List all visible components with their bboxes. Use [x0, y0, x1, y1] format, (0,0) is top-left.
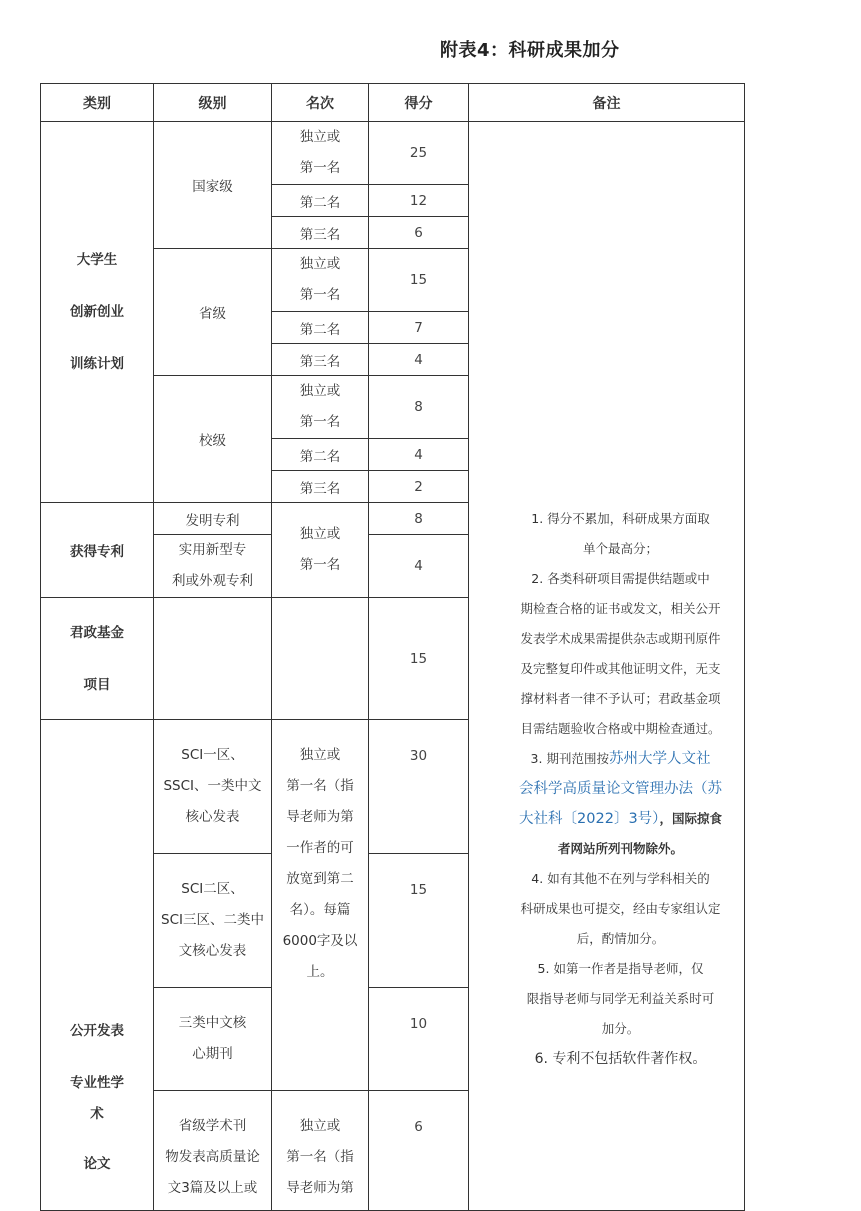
score-value: 2 [369, 471, 469, 503]
score-value: 6 [369, 217, 469, 249]
note-6: 6. 专利不包括软件著作权。 [534, 1051, 707, 1067]
level-empty [154, 598, 272, 720]
rank-third: 第三名 [272, 471, 369, 503]
level-utility-patent: 实用新型专 利或外观专利 [154, 535, 272, 598]
note-4: 4. 如有其他不在列与学科相关的 科研成果也可提交，经由专家组认定 后，酌情加分。 [520, 871, 721, 946]
header-score: 得分 [369, 84, 469, 122]
score-value: 7 [369, 312, 469, 344]
rank-first: 独立或 第一名 [272, 503, 369, 598]
score-table [40, 83, 745, 1211]
level-provincial: 省级 [154, 249, 272, 376]
level-national: 国家级 [154, 122, 272, 249]
note-2: 2. 各类科研项目需提供结题或中 期检查合格的证书或发文，相关公开 发表学术成果需提供杂志或期刊原件 及完整复印件或其他证明文件，无支 撑材料者一律不予认可；君政基金项 目需结题验收合格或中期检查通过。 [520, 571, 721, 736]
category-innovation-training: 大学生 创新创业 训练计划 [41, 122, 154, 503]
score-value: 10 [369, 988, 469, 1091]
rank-first-advisor: 独立或 第一名（指 导老师为第 一作者的可 放宽到第二 名）。每篇 6000字及以 上。 [272, 720, 369, 1091]
level-invention-patent: 发明专利 [154, 503, 272, 535]
score-value: 15 [369, 598, 469, 720]
score-value: 12 [369, 185, 469, 217]
note-3: 3. 期刊范围按苏州大学人文社 会科学高质量论文管理办法（苏 大社科〔2022〕3号），国际掠食 者网站所列刊物除外。 [519, 751, 722, 856]
level-sci-2: SCI二区、 SCI三区、二类中 文核心发表 [154, 854, 272, 988]
header-rank: 名次 [272, 84, 369, 122]
table-row [41, 122, 745, 185]
category-patent: 获得专利 [41, 503, 154, 598]
rank-third: 第三名 [272, 217, 369, 249]
rank-empty [272, 598, 369, 720]
rank-first: 独立或 第一名 [272, 122, 369, 185]
notes-cell [469, 122, 745, 1211]
score-value: 30 [369, 720, 469, 854]
rank-second: 第二名 [272, 185, 369, 217]
note-1: 1. 得分不累加，科研成果方面取 单个最高分； [531, 511, 710, 556]
header-row [41, 84, 745, 122]
level-provincial-journal: 省级学术刊 物发表高质量论 文3篇及以上或 [154, 1091, 272, 1211]
category-junzheng-fund: 君政基金 项目 [41, 598, 154, 720]
header-category: 类别 [41, 84, 154, 122]
rank-second: 第二名 [272, 439, 369, 471]
header-level: 级别 [154, 84, 272, 122]
level-sci-1: SCI一区、 SSCI、一类中文 核心发表 [154, 720, 272, 854]
score-value: 8 [369, 376, 469, 439]
category-papers: 公开发表 专业性学 术 论文 [41, 720, 154, 1211]
score-value: 25 [369, 122, 469, 185]
score-value: 15 [369, 249, 469, 312]
score-value: 15 [369, 854, 469, 988]
score-value: 8 [369, 503, 469, 535]
score-value: 4 [369, 344, 469, 376]
page-title: 附表4：科研成果加分 [440, 40, 620, 61]
level-school: 校级 [154, 376, 272, 503]
rank-first: 独立或 第一名 [272, 376, 369, 439]
score-value: 6 [369, 1091, 469, 1211]
rank-second: 第二名 [272, 312, 369, 344]
rank-first: 独立或 第一名 [272, 249, 369, 312]
score-value: 4 [369, 535, 469, 598]
rank-first-advisor: 独立或 第一名（指 导老师为第 [272, 1091, 369, 1211]
header-notes: 备注 [469, 84, 745, 122]
note-5: 5. 如第一作者是指导老师，仅 限指导老师与同学无利益关系时可 加分。 [526, 961, 715, 1036]
regulation-link[interactable]: 苏州大学人文社 [608, 751, 711, 767]
score-value: 4 [369, 439, 469, 471]
level-core-journal-3: 三类中文核 心期刊 [154, 988, 272, 1091]
rank-third: 第三名 [272, 344, 369, 376]
